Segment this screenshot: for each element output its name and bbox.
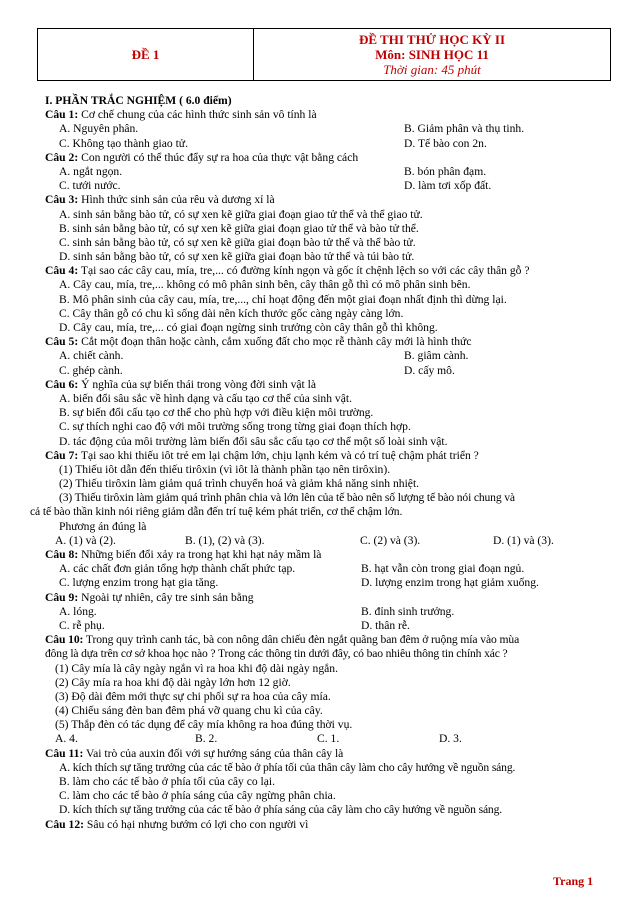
option-d: D. làm tơi xốp đất.	[404, 179, 492, 193]
question-label: Câu 3:	[45, 193, 79, 207]
option-b: B. hạt vẫn còn trong giai đoạn ngủ.	[361, 562, 525, 576]
question-12	[45, 818, 613, 832]
options-row	[45, 137, 613, 151]
exam-subject: Môn: SINH HỌC 11	[375, 47, 489, 62]
option-d: D. Cây cau, mía, tre,... có giai đoạn ngừng sinh trưởng còn cây thân gỗ thì không.	[59, 321, 438, 334]
question-text: Những biến đổi xảy ra trong hạt khi hạt nảy mầm là	[78, 548, 322, 561]
question-3	[45, 193, 613, 207]
statement-1: (1) Cây mía là cây ngày ngắn vì ra hoa khi độ dài ngày ngắn.	[55, 661, 338, 675]
option-b: B. Mô phân sinh của cây cau, mía, tre,..., chỉ hoạt động đến một giai đoạn nhất định thì dừng lại.	[59, 292, 507, 306]
statement-4: (4) Chiếu sáng đèn ban đêm phá vỡ quang chu kì của cây.	[55, 704, 323, 718]
options-row	[45, 732, 613, 746]
question-label: Câu 10:	[45, 633, 84, 647]
option-d: D. thân rễ.	[361, 618, 410, 632]
options-row	[45, 179, 613, 193]
option-d: D. sinh sản bằng bào tử, có sự xen kẽ giữa giai đoạn bào tử thể và túi bào tử.	[59, 250, 415, 264]
option-a: A. sinh sản bằng bào tử, có sự xen kẽ giữa giai đoạn giao tử thể và thể giao tử.	[59, 207, 423, 221]
question-text: Hình thức sinh sản của rêu và dương xỉ là	[78, 193, 275, 207]
section-title: I. PHẦN TRẮC NGHIỆM ( 6.0 điểm)	[45, 94, 232, 107]
question-text: Cắt một đoạn thân hoặc cành, cắm xuống đất cho mọc rễ thành cây mới là hình thức	[78, 335, 472, 349]
option-b: B. sự biến đổi cấu tạo cơ thể cho phù hợp với điều kiện môi trường.	[59, 406, 374, 420]
option-a: A. (1) và (2).	[55, 533, 116, 547]
statement-3: (3) Thiếu tirôxin làm giảm quá trình phân chia và lớn lên của tế bào nên số lượng tế bào nói chung và	[59, 491, 515, 505]
options-row	[45, 364, 613, 378]
option-c: C. (2) và (3).	[360, 533, 421, 547]
option-b: B. (1), (2) và (3).	[185, 533, 265, 547]
statement-2: (2) Thiếu tirôxin làm giảm quá trình chuyển hoá và giảm khả năng sinh nhiệt.	[59, 477, 420, 491]
options-row	[45, 619, 613, 633]
option-b: B. 2.	[195, 732, 218, 746]
option-c: C. làm cho các tế bào ở phía sáng của cây ngừng phân chia.	[59, 789, 336, 803]
question-text: Tại sao các cây cau, mía, tre,... có đường kính ngọn và gốc ít chệnh lệch so với các cây thân gỗ ?	[78, 264, 530, 278]
question-8	[45, 548, 613, 562]
option-c: C. Cây thân gỗ có chu kì sống dài nên kích thước gốc càng ngày càng lớn.	[59, 306, 404, 320]
question-label: Câu 8:	[45, 548, 79, 561]
option-a: A. chiết cành.	[59, 349, 124, 363]
question-label: Câu 11:	[45, 746, 84, 760]
option-c: C. Không tạo thành giao tử.	[59, 136, 188, 150]
question-9	[45, 591, 613, 605]
exam-time: Thời gian: 45 phút	[383, 62, 481, 77]
question-4	[45, 264, 613, 278]
option-b: B. Giảm phân và thụ tinh.	[404, 122, 525, 136]
question-text: Tại sao khi thiếu iôt trẻ em lại chậm lớn, chịu lạnh kém và có trí tuệ chậm phát triển ?	[78, 448, 479, 462]
option-d: D. (1) và (3).	[493, 533, 554, 547]
option-b: B. bón phân đạm.	[404, 164, 487, 178]
option-c: C. sự thích nghi cao độ với môi trường sống trong từng giai đoạn thích hợp.	[59, 420, 411, 434]
question-7	[45, 449, 613, 463]
options-row	[45, 562, 613, 576]
question-10-cont: đông là dựa trên cơ sở khoa học nào ? Trong các thông tin dưới đây, có bao nhiêu thông tin chính xác ?	[45, 647, 508, 661]
question-text: Trong quy trình canh tác, bà con nông dân chiếu đèn ngắt quãng ban đêm ở ruộng mía vào mùa	[83, 633, 520, 647]
question-6	[45, 378, 613, 392]
question-label: Câu 12:	[45, 817, 84, 831]
page-number: Trang 1	[553, 874, 594, 888]
options-row	[45, 576, 613, 590]
question-5	[45, 335, 613, 349]
option-a: A. Nguyên phân.	[59, 122, 139, 136]
options-row	[45, 165, 613, 179]
option-a: A. các chất đơn giản tổng hợp thành chất phức tạp.	[59, 562, 296, 576]
option-b: B. sinh sản bằng bào tử, có sự xen kẽ giữa giai đoạn giao tử thể và bào tử thể.	[59, 221, 419, 235]
option-a: A. kích thích sự tăng trưởng của các tế bào ở phía tối của thân cây làm cho cây hướng về nguồn sáng.	[59, 760, 516, 774]
exam-title: ĐỀ THI THỬ HỌC KỲ II	[358, 32, 506, 47]
question-label: Câu 5:	[45, 335, 79, 349]
question-label: Câu 6:	[45, 377, 79, 391]
option-d: D. tác động của môi trường làm biến đổi sâu sắc cấu tạo cơ thể một số loài sinh vật.	[59, 434, 448, 448]
question-10	[45, 633, 613, 647]
exam-code: ĐỀ 1	[131, 46, 160, 62]
statement-5: (5) Thắp đèn có tác dụng để cây mía không ra hoa đúng thời vụ.	[55, 718, 353, 732]
exam-info-cell	[254, 29, 610, 80]
option-d: D. kích thích sự tăng trưởng của các tế bào ở phía sáng của cây làm cho cây hướng về nguồn sáng.	[59, 803, 502, 817]
statement-3-cont: cả tế bào thần kinh nói riêng giảm dẫn đến trí tuệ kém phát triển, cơ thể chậm lớn.	[30, 505, 403, 519]
option-d: D. cấy mô.	[404, 363, 455, 377]
question-text: Sâu có hại nhưng bướm có lợi cho con người vì	[83, 817, 309, 831]
option-a: A. 4.	[55, 732, 78, 746]
statement-2: (2) Cây mía ra hoa khi độ dài ngày lớn hơn 12 giờ.	[55, 675, 291, 689]
question-label: Câu 7:	[45, 448, 79, 462]
statement-3: (3) Độ dài đêm mới thực sự chi phối sự ra hoa của cây mía.	[55, 689, 331, 703]
question-text: Cơ chế chung của các hình thức sinh sản vô tính là	[78, 108, 317, 122]
option-c: C. lượng enzim trong hạt gia tăng.	[59, 576, 219, 590]
question-11	[45, 747, 613, 761]
option-c: C. ghép cành.	[59, 363, 123, 377]
options-row	[45, 122, 613, 136]
question-text: Vai trò của auxin đối với sự hướng sáng của thân cây là	[83, 746, 344, 760]
question-label: Câu 1:	[45, 108, 79, 122]
question-text: Con người có thể thúc đẩy sự ra hoa của thực vật bằng cách	[78, 150, 359, 164]
option-c: C. 1.	[317, 732, 340, 746]
option-a: A. ngắt ngọn.	[59, 164, 123, 178]
option-c: C. sinh sản bằng bào tử, có sự xen kẽ giữa giai đoạn bào tử thể và thể bào tử.	[59, 235, 416, 249]
choice-label: Phương án đúng là	[59, 519, 147, 533]
option-d: D. lượng enzim trong hạt giảm xuống.	[361, 576, 539, 590]
options-row	[45, 605, 613, 619]
options-row	[45, 534, 613, 548]
question-label: Câu 2:	[45, 150, 79, 164]
exam-content	[30, 94, 613, 832]
option-a: A. biến đổi sâu sắc về hình dạng và cấu tạo cơ thể của sinh vật.	[59, 391, 352, 405]
question-label: Câu 9:	[45, 590, 79, 604]
option-b: B. giâm cành.	[404, 349, 469, 363]
question-text: Ngoài tự nhiên, cây tre sinh sản bằng	[78, 590, 254, 604]
option-c: C. rễ phụ.	[59, 618, 105, 632]
option-b: B. đỉnh sinh trưởng.	[361, 604, 455, 618]
question-label: Câu 4:	[45, 264, 79, 278]
option-b: B. làm cho các tế bào ở phía tối của cây co lại.	[59, 775, 276, 788]
option-d: D. Tế bào con 2n.	[404, 136, 487, 150]
exam-header	[37, 28, 611, 81]
question-text: Ý nghĩa của sự biến thái trong vòng đời sinh vật là	[78, 377, 316, 391]
exam-code-cell	[38, 29, 254, 80]
options-row	[45, 349, 613, 363]
question-1	[45, 108, 613, 122]
option-a: A. lóng.	[59, 604, 97, 618]
option-d: D. 3.	[439, 732, 462, 746]
option-c: C. tưới nước.	[59, 179, 121, 193]
statement-1: (1) Thiếu iôt dẫn đến thiếu tirôxin (vì iôt là thành phần tạo nên tirôxin).	[59, 462, 391, 476]
option-a: A. Cây cau, mía, tre,... không có mô phân sinh bên, cây thân gỗ thì có mô phân sinh bên.	[59, 278, 471, 292]
question-2	[45, 151, 613, 165]
